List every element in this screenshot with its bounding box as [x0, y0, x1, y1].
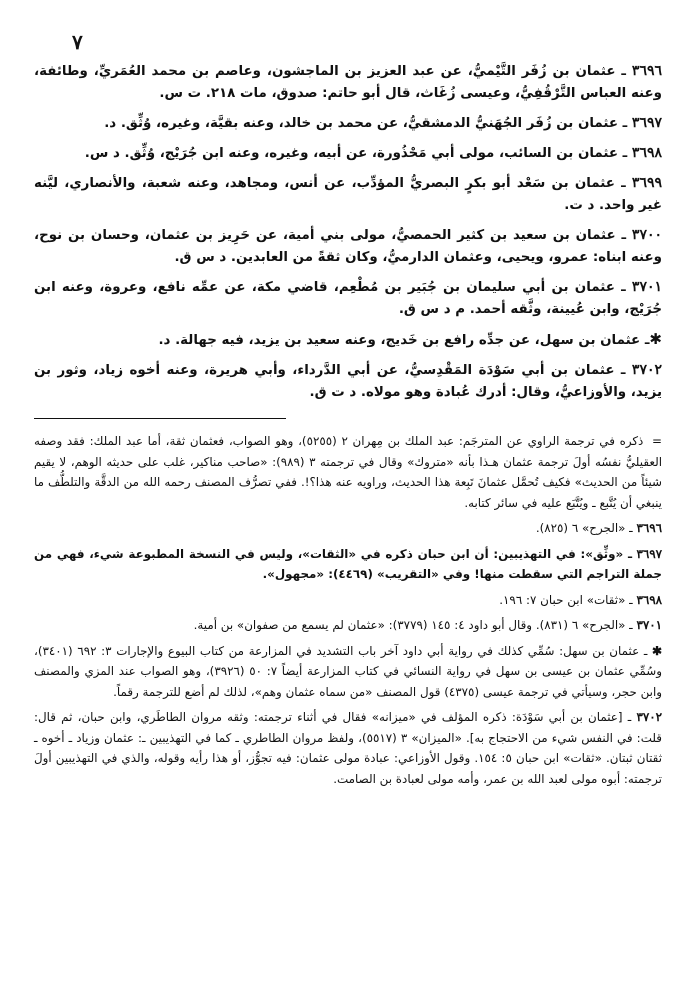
footnote-number: ٣٦٩٦ [636, 521, 662, 535]
entry-unnumbered [34, 328, 662, 352]
footnote-text: ـ «الجرح» ٦ (٨٢٥). [535, 521, 633, 535]
entry-text: ـ عثمان بن أبي سَوْدَة المَقْدِسيُّ، عن أبي الدَّرداء، وأبي هريرة، وعنه أخوه زياد، وثور بن يزيد، والأوزاعيُّ، وقال: أدرك عُبادة وهو مولاه. د ت ق. [34, 363, 662, 400]
entry-text: ـ عثمان بن سهل، عن جدِّه رافع بن خَديج، وعنه سعيد بن يزيد، فيه جهالة. د. [158, 333, 650, 348]
page-number: ٧ [72, 30, 83, 54]
biography-entries [34, 60, 662, 404]
entry-number: ٣٦٩٧ [631, 115, 662, 131]
entry-number: ٣٧٠١ [631, 279, 662, 295]
footnote-text: ذكره في ترجمة الراوي عن المترجَم: عبد الملك بن مِهران ٢ (٥٢٥٥)، وهو الصواب، فعثمان ثقة، أما عبد الملك: فقد وصفه العقيليُّ نفسُه أولَ ترجمة عثمان هـذا بأنه «متروك» وقال في ترجمته ٣ (٩٨٩): «صاحب مناكير، غلب على حديثه الوهم، لا يقيم شيئاً من الحديث» فكيف تُحمَّل عثمانَ تَبِعة هذا الحديث، وراويه عنه هذا؟!. ففي تصرُّف المصنف رحمه الله من الدقَّة والتلطُّف ما ينبغي أن يُتَّبع ـ ويُتَّبَع عليه في سائر كتابه. [34, 434, 663, 510]
footnote-3698 [34, 590, 662, 611]
entry-number: ٣٦٩٨ [631, 145, 662, 161]
entry-text: ـ عثمان بن السائب، مولى أبي مَحْذُورة، عن أبيه، وغيره، وعنه ابن جُرَيْج، وُثِّق. د س. [84, 146, 628, 161]
footnote-number: ٣٧٠١ [636, 618, 662, 632]
footnote-number: ٣٦٩٨ [636, 592, 662, 607]
asterisk-icon: ✱ [652, 643, 662, 658]
continuation-mark: = [652, 434, 663, 448]
footnote-3702 [34, 707, 662, 789]
footnote-number: ٣٦٩٧ [636, 546, 663, 561]
entry-3702 [34, 359, 662, 404]
entry-3697 [34, 112, 662, 135]
asterisk-icon: ✱ [649, 330, 662, 348]
entry-text: ـ عثمان بن سَعْد أبو بكرٍ البصريُّ المؤدِّب، عن أنس، ومجاهد، وعنه شعبة، والأنصاري، ليَّنه غير واحد. د ت. [34, 176, 662, 213]
entry-text: ـ عثمان بن زُفَر الجُهَنيُّ الدمشقيُّ، عن محمد بن خالد، وعنه بقيَّة، وغيره، وُثِّق. د. [104, 116, 628, 131]
footnote-text: ـ [عثمان بن أبي سَوْدَة: ذكره المؤلف في «ميزانه» فقال في أثناء ترجمته: وثقه مروان الطاطَري، وابن حبان، ثم قال: قلت: في النفس شيء من الاحتجاج به]. «الميزان» ٣ (٥٥١٧)، ولفظ مروان الطاطري ـ كما في التهذيبين ـ: عثمان وزياد ـ أخوه ـ ثقتان ثبتان. «ثقات» ابن حبان ٥: ١٥٤. وقول الأوزاعي: عبادة مولى عثمان: فيه تجوُّز، أو هذا رأيه وقوله، والذي في التهذيبين أولَ ترجمته: أبوه مولى لعبد الله بن عمر، وأمه مولى لعبادة بن الصامت. [34, 710, 662, 786]
entry-text: ـ عثمان بن سعيد بن كثير الحمصيُّ، مولى بني أمية، عن حَرِيز بن عثمان، وحسان بن نوح، وعنه ابناه: عمرو، ويحيى، وعثمان الدارميُّ، وكان ثقةً من العابدين. د س ق. [34, 228, 662, 265]
entry-number: ٣٦٩٩ [631, 175, 662, 191]
entry-number: ٣٧٠٢ [631, 362, 662, 378]
footnote-3701 [34, 615, 662, 636]
entry-3699 [34, 172, 662, 217]
footnote-continued [34, 431, 662, 513]
entry-text: ـ عثمان بن زُفَر التَّيْميُّ، عن عبد العزيز بن الماجشون، وعاصم بن محمد العُمَريِّ، وطائفة، وعنه العباس التَّرْقُفِيُّ، وعيسى زُغَاث، قال أبو حاتم: صدوق، مات ٢١٨. ت س. [34, 64, 662, 101]
footnote-text: ـ «الجرح» ٦ (٨٣١). وقال أبو داود ٤: ١٤٥ (٣٧٧٩): «عثمان لم يسمع من صفوان» بن أمية. [193, 618, 633, 632]
footnote-number: ٣٧٠٢ [636, 710, 663, 724]
entry-3696 [34, 60, 662, 105]
entry-3700 [34, 224, 662, 269]
entry-number: ٣٧٠٠ [631, 227, 662, 243]
footnote-3696 [34, 518, 662, 539]
footnote-3697 [34, 544, 662, 585]
entry-text: ـ عثمان بن أبي سليمان بن جُبَير بن مُطْعِم، قاضي مكة، عن عمِّه نافع، وعروة، وعنه ابن جُرَيْج، وابن عُيينة، وثَّقه أحمد. م د س ق. [34, 280, 662, 317]
entry-3701 [34, 276, 662, 321]
footnote-divider [34, 418, 286, 419]
footnote-text: ـ «وثِّق»: في التهذيبين: أن ابن حبان ذكره في «الثقات»، وليس في النسخة المطبوعة شيء، فهي من جملة التراجم التي سقطت منها! وفي «التقريب» (٤٤٦٩): «مجهول». [34, 546, 662, 581]
footnote-text: ـ عثمان بن سهل: سُمِّي كذلك في رواية أبي داود آخر باب التشديد في المزارعة من كتاب البيوع والإجارات ٣: ٦٩٢ (٣٤٠١)، وسُمِّي عثمان بن عيسى بن سهل في رواية النسائي في كتاب المزارعة أيضاً ٧: ٥٠ (٣٩٢٦)، وهو الصواب عند المزي والمصنف وابن حجر، وسيأتي في ترجمة عيسى (٤٣٧٥) قول المصنف «من سماه عثمان وهم»، لذلك لم أضع للترجمة رقماً. [34, 643, 662, 699]
footnotes [34, 431, 662, 789]
entry-3698 [34, 142, 662, 165]
footnote-unnumbered [34, 641, 662, 703]
footnote-text: ـ «ثقات» ابن حبان ٧: ١٩٦. [499, 592, 633, 607]
entry-number: ٣٦٩٦ [631, 63, 662, 79]
